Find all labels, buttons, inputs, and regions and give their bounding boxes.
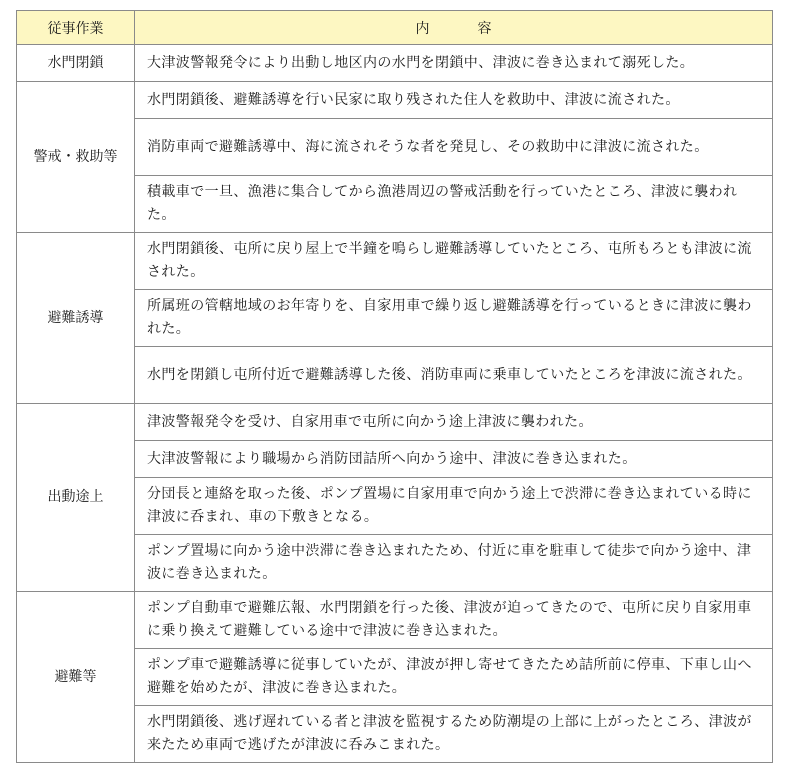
content-cell: 大津波警報発令により出動し地区内の水門を閉鎖中、津波に巻き込まれて溺死した。 — [135, 45, 773, 82]
header-content: 内容 — [135, 11, 773, 45]
content-cell: 大津波警報により職場から消防団詰所へ向かう途中、津波に巻き込まれた。 — [135, 441, 773, 478]
duties-table — [16, 10, 773, 763]
content-cell: ポンプ置場に向かう途中渋滞に巻き込まれたため、付近に車を駐車して徒歩で向かう途中、津波に巻き込まれた。 — [135, 535, 773, 592]
content-cell: ポンプ車で避難誘導に従事していたが、津波が押し寄せてきたため詰所前に停車、下車し山へ避難を始めたが、津波に巻き込まれた。 — [135, 649, 773, 706]
header-category: 従事作業 — [17, 11, 135, 45]
content-cell: 分団長と連絡を取った後、ポンプ置場に自家用車で向かう途上で渋滞に巻き込まれている時に津波に呑まれ、車の下敷きとなる。 — [135, 478, 773, 535]
content-cell: 所属班の管轄地域のお年寄りを、自家用車で繰り返し避難誘導を行っているときに津波に襲われた。 — [135, 290, 773, 347]
content-cell: 水門を閉鎖し屯所付近で避難誘導した後、消防車両に乗車していたところを津波に流された。 — [135, 347, 773, 404]
category-cell: 警戒・救助等 — [17, 82, 135, 233]
category-cell: 水門閉鎖 — [17, 45, 135, 82]
table-row — [17, 82, 773, 119]
content-cell: 津波警報発令を受け、自家用車で屯所に向かう途上津波に襲われた。 — [135, 404, 773, 441]
category-cell: 出動途上 — [17, 404, 135, 592]
content-cell: 水門閉鎖後、避難誘導を行い民家に取り残された住人を救助中、津波に流された。 — [135, 82, 773, 119]
category-cell: 避難等 — [17, 592, 135, 763]
content-cell: 水門閉鎖後、逃げ遅れている者と津波を監視するため防潮堤の上部に上がったところ、津波が来たため車両で逃げたが津波に呑みこまれた。 — [135, 706, 773, 763]
content-cell: 水門閉鎖後、屯所に戻り屋上で半鐘を鳴らし避難誘導していたところ、屯所もろとも津波に流された。 — [135, 233, 773, 290]
header-row — [17, 11, 773, 45]
category-cell: 避難誘導 — [17, 233, 135, 404]
content-cell: 消防車両で避難誘導中、海に流されそうな者を発見し、その救助中に津波に流された。 — [135, 119, 773, 176]
table-row — [17, 592, 773, 649]
table-row — [17, 233, 773, 290]
content-cell: ポンプ自動車で避難広報、水門閉鎖を行った後、津波が迫ってきたので、屯所に戻り自家用車に乗り換えて避難している途中で津波に巻き込まれた。 — [135, 592, 773, 649]
table-row — [17, 404, 773, 441]
table-row — [17, 45, 773, 82]
content-cell: 積載車で一旦、漁港に集合してから漁港周辺の警戒活動を行っていたところ、津波に襲われた。 — [135, 176, 773, 233]
